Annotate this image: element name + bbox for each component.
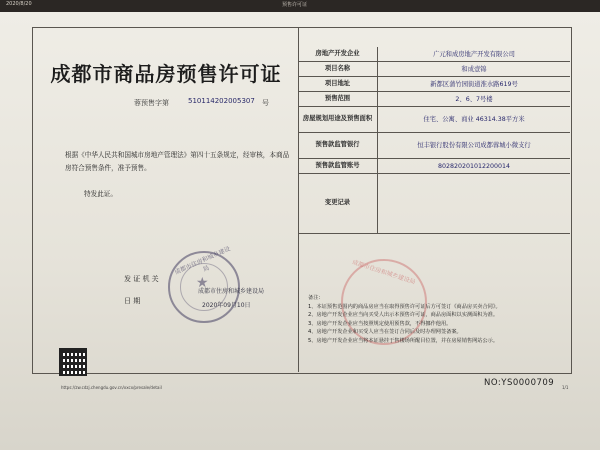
table-row	[298, 62, 570, 77]
table-row-label: 变更记录	[298, 174, 378, 233]
seal-star-icon: ★	[196, 275, 209, 291]
table-row-label: 预售款监管银行	[298, 133, 378, 158]
table-row-label: 房地产开发企业	[298, 47, 378, 61]
notes-heading: 备注：	[308, 295, 324, 301]
table-row	[298, 159, 570, 174]
table-row	[298, 174, 570, 234]
print-header-date: 2020/8/20	[6, 1, 32, 7]
issuer-value: 成都市住房和城乡建设局	[198, 288, 265, 295]
table-row-label: 预售范围	[298, 92, 378, 106]
note-line: 5、房地产开发企业应当将本证悬挂于售楼场所醒目位置，并在房屋销售网站公示。	[308, 337, 499, 344]
table-row-value: 新都区蒲竹园街道淮水路619号	[430, 80, 518, 88]
red-seal-text: 成都市住房和城乡建设局	[351, 258, 417, 286]
special-note: 特发此证。	[84, 190, 117, 198]
table-row-value: 2、6、7号楼	[455, 95, 493, 103]
table-row-label: 预售款监管账号	[298, 159, 378, 173]
seal-text: 成都市住房和城乡建设局	[173, 245, 232, 277]
note-line: 2、房地产开发企业应当向买受人出示本预售许可证，商品房面积以实测面积为准。	[308, 312, 499, 319]
serial-number: NO:YS0000709	[484, 378, 555, 388]
table-row	[298, 133, 570, 159]
table-row-value: 和成壹锦	[461, 65, 487, 73]
table-row	[298, 107, 570, 133]
certificate-body-text: 根据《中华人民共和国城市房地产管理法》第四十五条规定，经审核，本商品房符合预售条件，准予预售。	[65, 151, 290, 172]
permit-number-label: 蓉预售字第	[134, 99, 169, 107]
print-header-title: 预售许可证	[282, 2, 308, 8]
permit-number-suffix: 号	[262, 99, 269, 107]
table-row-value: 802820201012200014	[437, 162, 511, 170]
table-row-value: 恒丰银行股份有限公司成都蓉城小微支行	[417, 142, 531, 149]
notes-section	[308, 294, 564, 346]
table-row-value: 广元和成房地产开发有限公司	[433, 50, 515, 58]
table-row-label: 项目地址	[298, 77, 378, 91]
note-line: 4、房地产开发企业和买受人应当在签订合同后及时办理网签备案。	[308, 329, 462, 336]
page-number: 1/1	[562, 385, 569, 390]
table-row	[298, 92, 570, 107]
issuer-label: 发 证 机 关	[124, 275, 159, 283]
certificate-title: 成都市商品房预售许可证	[50, 62, 282, 86]
note-line: 3、房地产开发企业应当按照规定使用预售款，不得挪作他用。	[308, 320, 452, 327]
table-row	[298, 77, 570, 92]
date-label: 日 期	[124, 297, 141, 305]
table-row-value: 住宅、公寓、商业 46314.38平方米	[423, 116, 525, 123]
permit-number-value: 510114202005307	[188, 97, 255, 105]
table-row	[298, 47, 570, 62]
date-value: 2020年09月10日	[202, 302, 251, 309]
table-row-label: 项目名称	[298, 62, 378, 76]
table-row-value	[378, 174, 570, 233]
table-row-label: 房屋规划用途及预售面积	[298, 107, 378, 132]
note-line: 1、本证预售范围内的商品房应当在取得预售许可证后方可签订《商品房买卖合同》。	[308, 303, 501, 310]
qr-code[interactable]	[59, 348, 87, 376]
footer-url[interactable]: https://zw.cdzj.chengdu.gov.cn/xxcx/presale/detail	[61, 385, 162, 390]
